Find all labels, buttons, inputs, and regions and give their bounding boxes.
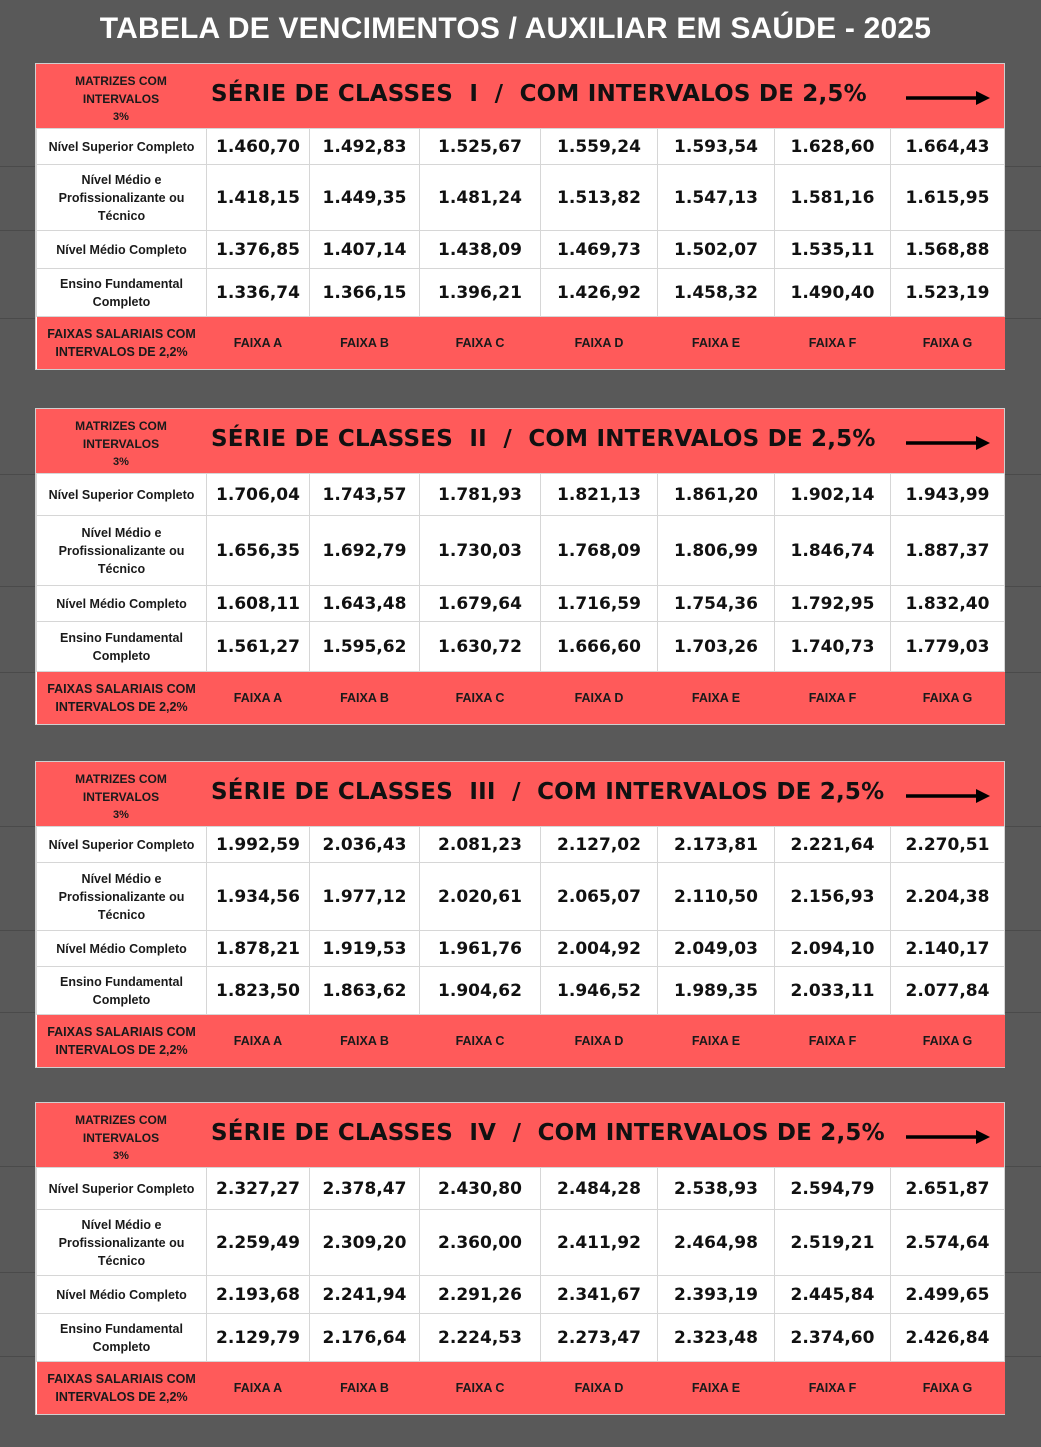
salary-value: 1.861,20 [658, 474, 775, 516]
salary-value: 1.502,07 [658, 231, 775, 269]
faixa-header: FAIXA A [207, 672, 310, 725]
salary-value: 1.469,73 [541, 231, 658, 269]
faixa-label-line: INTERVALOS DE 2,2% [55, 345, 188, 359]
salary-value: 1.946,52 [541, 967, 658, 1015]
salary-value: 2.036,43 [310, 827, 420, 863]
row-label-line: Ensino Fundamental [60, 276, 183, 291]
salary-table [36, 826, 1005, 1067]
matrix-note-line: INTERVALOS [82, 92, 160, 106]
matrix-note-line: INTERVALOS [82, 1131, 160, 1145]
row-label-line: Nível Médio e [81, 525, 162, 540]
row-label-line: Profissionalizante ou [58, 889, 185, 904]
row-label [37, 622, 207, 672]
faixa-header: FAIXA E [658, 317, 775, 370]
salary-value: 1.863,62 [310, 967, 420, 1015]
salary-value: 1.525,67 [420, 129, 541, 165]
faixa-label [37, 672, 207, 725]
faixa-label-line: INTERVALOS DE 2,2% [55, 1390, 188, 1404]
faixa-label-line: FAIXAS SALARIAIS COM [47, 327, 196, 341]
matrix-note-percent: 3% [113, 111, 129, 123]
faixa-header: FAIXA F [775, 1015, 891, 1068]
salary-value: 1.887,37 [891, 516, 1005, 586]
row-label-line: Técnico [97, 208, 146, 223]
salary-value: 1.643,48 [310, 586, 420, 622]
salary-value: 2.430,80 [420, 1168, 541, 1210]
row-label-line: Nível Superior Completo [48, 837, 195, 852]
series-table-2 [36, 409, 1004, 724]
table-row [37, 931, 1005, 967]
row-label-line: Técnico [97, 1253, 146, 1268]
row-label-line: Completo [92, 648, 151, 663]
row-label-line: Ensino Fundamental [60, 1321, 183, 1336]
salary-value: 1.449,35 [310, 165, 420, 231]
salary-value: 2.065,07 [541, 863, 658, 931]
salary-value: 1.740,73 [775, 622, 891, 672]
salary-value: 1.716,59 [541, 586, 658, 622]
salary-value: 1.481,24 [420, 165, 541, 231]
salary-value: 1.559,24 [541, 129, 658, 165]
matrix-note-percent: 3% [113, 1150, 129, 1162]
long-right-arrow-icon [906, 435, 990, 449]
faixa-header: FAIXA C [420, 672, 541, 725]
faixa-header: FAIXA B [310, 672, 420, 725]
faixa-label-line: FAIXAS SALARIAIS COM [47, 682, 196, 696]
matrix-note-line: MATRIZES COM [75, 1113, 167, 1127]
salary-value: 2.378,47 [310, 1168, 420, 1210]
salary-value: 2.004,92 [541, 931, 658, 967]
salary-value: 2.129,79 [207, 1314, 310, 1362]
table-row [37, 622, 1005, 672]
salary-value: 1.593,54 [658, 129, 775, 165]
salary-value: 1.904,62 [420, 967, 541, 1015]
faixa-header: FAIXA F [775, 1362, 891, 1415]
table-row [37, 1168, 1005, 1210]
salary-value: 2.270,51 [891, 827, 1005, 863]
matrix-note-line: INTERVALOS [82, 437, 160, 451]
long-right-arrow-icon [906, 1129, 990, 1143]
table-row [37, 269, 1005, 317]
row-label-line: Nível Médio Completo [56, 941, 187, 956]
salary-value: 1.458,32 [658, 269, 775, 317]
series-header [36, 409, 1004, 473]
salary-value: 1.664,43 [891, 129, 1005, 165]
table-row [37, 967, 1005, 1015]
faixa-label-line: INTERVALOS DE 2,2% [55, 700, 188, 714]
salary-value: 1.438,09 [420, 231, 541, 269]
faixa-header: FAIXA D [541, 317, 658, 370]
long-right-arrow-icon [906, 90, 990, 104]
faixa-header: FAIXA A [207, 1015, 310, 1068]
salary-value: 1.490,40 [775, 269, 891, 317]
salary-value: 1.703,26 [658, 622, 775, 672]
series-title: SÉRIE DE CLASSES I / COM INTERVALOS DE 2,5% [211, 81, 867, 107]
series-header [36, 1103, 1004, 1167]
salary-value: 1.902,14 [775, 474, 891, 516]
salary-value: 2.291,26 [420, 1276, 541, 1314]
salary-value: 1.961,76 [420, 931, 541, 967]
row-label [37, 586, 207, 622]
faixa-label [37, 1015, 207, 1068]
salary-value: 2.538,93 [658, 1168, 775, 1210]
row-label-line: Nível Superior Completo [48, 487, 195, 502]
faixa-label-line: FAIXAS SALARIAIS COM [47, 1025, 196, 1039]
salary-value: 1.977,12 [310, 863, 420, 931]
salary-value: 1.366,15 [310, 269, 420, 317]
salary-value: 1.679,64 [420, 586, 541, 622]
salary-value: 1.418,15 [207, 165, 310, 231]
salary-value: 1.706,04 [207, 474, 310, 516]
salary-value: 1.492,83 [310, 129, 420, 165]
faixa-header: FAIXA F [775, 317, 891, 370]
row-label-line: Profissionalizante ou [58, 1235, 185, 1250]
matrix-note [36, 1111, 206, 1165]
table-row [37, 1210, 1005, 1276]
salary-value: 1.666,60 [541, 622, 658, 672]
salary-value: 1.992,59 [207, 827, 310, 863]
salary-value: 2.081,23 [420, 827, 541, 863]
row-label-line: Profissionalizante ou [58, 190, 185, 205]
table-row [37, 827, 1005, 863]
matrix-note-line: MATRIZES COM [75, 772, 167, 786]
salary-value: 2.411,92 [541, 1210, 658, 1276]
series-table-4 [36, 1103, 1004, 1414]
salary-value: 2.110,50 [658, 863, 775, 931]
faixa-label [37, 317, 207, 370]
salary-value: 2.173,81 [658, 827, 775, 863]
salary-value: 2.374,60 [775, 1314, 891, 1362]
faixa-header: FAIXA A [207, 1362, 310, 1415]
page-title: TABELA DE VENCIMENTOS / AUXILIAR EM SAÚDE - 2025 [99, 12, 932, 45]
row-label-line: Nível Médio Completo [56, 242, 187, 257]
row-label [37, 863, 207, 931]
salary-value: 1.336,74 [207, 269, 310, 317]
row-label [37, 474, 207, 516]
row-label [37, 827, 207, 863]
salary-value: 2.241,94 [310, 1276, 420, 1314]
row-label-line: Ensino Fundamental [60, 974, 183, 989]
long-right-arrow-icon [906, 788, 990, 802]
faixa-header: FAIXA G [891, 1015, 1005, 1068]
row-label [37, 1168, 207, 1210]
faixa-header: FAIXA B [310, 1362, 420, 1415]
row-label-line: Nível Superior Completo [48, 1181, 195, 1196]
salary-value: 2.594,79 [775, 1168, 891, 1210]
salary-value: 2.651,87 [891, 1168, 1005, 1210]
salary-value: 1.535,11 [775, 231, 891, 269]
row-label-line: Nível Médio Completo [56, 1287, 187, 1302]
row-label-line: Ensino Fundamental [60, 630, 183, 645]
row-label [37, 931, 207, 967]
salary-value: 2.156,93 [775, 863, 891, 931]
salary-value: 2.221,64 [775, 827, 891, 863]
salary-value: 1.989,35 [658, 967, 775, 1015]
table-row [37, 516, 1005, 586]
faixa-header: FAIXA E [658, 1362, 775, 1415]
salary-value: 2.176,64 [310, 1314, 420, 1362]
salary-value: 1.628,60 [775, 129, 891, 165]
salary-value: 2.327,27 [207, 1168, 310, 1210]
matrix-note-line: MATRIZES COM [75, 419, 167, 433]
row-label-line: Completo [92, 1339, 151, 1354]
salary-value: 2.484,28 [541, 1168, 658, 1210]
table-row [37, 474, 1005, 516]
series-header [36, 64, 1004, 128]
salary-value: 1.821,13 [541, 474, 658, 516]
table-row [37, 165, 1005, 231]
faixa-header: FAIXA C [420, 1362, 541, 1415]
salary-value: 1.779,03 [891, 622, 1005, 672]
faixa-header: FAIXA C [420, 317, 541, 370]
row-label-line: Nível Médio e [81, 172, 162, 187]
salary-value: 1.595,62 [310, 622, 420, 672]
series-title: SÉRIE DE CLASSES II / COM INTERVALOS DE 2,5% [211, 426, 876, 452]
salary-value: 2.445,84 [775, 1276, 891, 1314]
faixa-label-line: INTERVALOS DE 2,2% [55, 1043, 188, 1057]
series-table-3 [36, 762, 1004, 1067]
matrix-note [36, 417, 206, 471]
faixa-row [37, 1015, 1005, 1068]
row-label-line: Técnico [97, 907, 146, 922]
salary-value: 2.224,53 [420, 1314, 541, 1362]
salary-value: 1.792,95 [775, 586, 891, 622]
faixa-header: FAIXA G [891, 672, 1005, 725]
row-label-line: Nível Médio e [81, 1217, 162, 1232]
faixa-header: FAIXA F [775, 672, 891, 725]
salary-value: 1.878,21 [207, 931, 310, 967]
row-label-line: Nível Superior Completo [48, 139, 195, 154]
row-label-line: Profissionalizante ou [58, 543, 185, 558]
salary-value: 1.743,57 [310, 474, 420, 516]
row-label-line: Completo [92, 992, 151, 1007]
salary-value: 1.407,14 [310, 231, 420, 269]
matrix-note-line: MATRIZES COM [75, 74, 167, 88]
table-row [37, 1276, 1005, 1314]
salary-value: 2.309,20 [310, 1210, 420, 1276]
table-row [37, 863, 1005, 931]
salary-value: 1.846,74 [775, 516, 891, 586]
row-label [37, 129, 207, 165]
salary-table [36, 128, 1005, 369]
series-header [36, 762, 1004, 826]
salary-value: 2.426,84 [891, 1314, 1005, 1362]
salary-value: 1.568,88 [891, 231, 1005, 269]
salary-value: 1.919,53 [310, 931, 420, 967]
salary-value: 2.033,11 [775, 967, 891, 1015]
faixa-header: FAIXA D [541, 1015, 658, 1068]
row-label [37, 1210, 207, 1276]
row-label-line: Nível Médio Completo [56, 596, 187, 611]
salary-value: 2.077,84 [891, 967, 1005, 1015]
faixa-header: FAIXA E [658, 1015, 775, 1068]
salary-value: 2.574,64 [891, 1210, 1005, 1276]
faixa-header: FAIXA E [658, 672, 775, 725]
faixa-header: FAIXA G [891, 317, 1005, 370]
row-label [37, 516, 207, 586]
faixa-label [37, 1362, 207, 1415]
faixa-header: FAIXA B [310, 317, 420, 370]
row-label-line: Nível Médio e [81, 871, 162, 886]
salary-value: 1.561,27 [207, 622, 310, 672]
faixa-header: FAIXA G [891, 1362, 1005, 1415]
series-title: SÉRIE DE CLASSES IV / COM INTERVALOS DE 2,5% [211, 1120, 885, 1146]
salary-value: 2.360,00 [420, 1210, 541, 1276]
row-label [37, 269, 207, 317]
salary-value: 1.523,19 [891, 269, 1005, 317]
matrix-note [36, 770, 206, 824]
salary-value: 1.781,93 [420, 474, 541, 516]
salary-value: 1.943,99 [891, 474, 1005, 516]
salary-value: 2.020,61 [420, 863, 541, 931]
salary-value: 2.499,65 [891, 1276, 1005, 1314]
row-label-line: Completo [92, 294, 151, 309]
salary-value: 1.630,72 [420, 622, 541, 672]
salary-value: 2.323,48 [658, 1314, 775, 1362]
faixa-header: FAIXA A [207, 317, 310, 370]
salary-value: 2.049,03 [658, 931, 775, 967]
salary-value: 1.754,36 [658, 586, 775, 622]
matrix-note-percent: 3% [113, 809, 129, 821]
salary-table [36, 1167, 1005, 1414]
table-row [37, 1314, 1005, 1362]
series-title: SÉRIE DE CLASSES III / COM INTERVALOS DE 2,5% [211, 779, 885, 805]
salary-value: 2.193,68 [207, 1276, 310, 1314]
salary-value: 2.341,67 [541, 1276, 658, 1314]
salary-table [36, 473, 1005, 724]
salary-value: 1.396,21 [420, 269, 541, 317]
salary-value: 1.730,03 [420, 516, 541, 586]
salary-value: 1.823,50 [207, 967, 310, 1015]
table-row [37, 586, 1005, 622]
salary-value: 1.547,13 [658, 165, 775, 231]
salary-value: 2.204,38 [891, 863, 1005, 931]
faixa-header: FAIXA B [310, 1015, 420, 1068]
salary-value: 1.806,99 [658, 516, 775, 586]
salary-value: 1.581,16 [775, 165, 891, 231]
salary-value: 1.608,11 [207, 586, 310, 622]
faixa-header: FAIXA C [420, 1015, 541, 1068]
salary-value: 2.464,98 [658, 1210, 775, 1276]
matrix-note-line: INTERVALOS [82, 790, 160, 804]
row-label [37, 967, 207, 1015]
faixa-header: FAIXA D [541, 672, 658, 725]
salary-value: 1.692,79 [310, 516, 420, 586]
row-label-line: Técnico [97, 561, 146, 576]
salary-value: 1.376,85 [207, 231, 310, 269]
row-label [37, 231, 207, 269]
table-row [37, 129, 1005, 165]
salary-value: 1.460,70 [207, 129, 310, 165]
faixa-row [37, 317, 1005, 370]
salary-value: 1.513,82 [541, 165, 658, 231]
salary-value: 2.140,17 [891, 931, 1005, 967]
row-label [37, 165, 207, 231]
salary-value: 2.259,49 [207, 1210, 310, 1276]
salary-value: 1.615,95 [891, 165, 1005, 231]
table-row [37, 231, 1005, 269]
salary-value: 2.127,02 [541, 827, 658, 863]
salary-value: 1.934,56 [207, 863, 310, 931]
faixa-row [37, 672, 1005, 725]
salary-value: 2.273,47 [541, 1314, 658, 1362]
salary-value: 2.094,10 [775, 931, 891, 967]
salary-value: 1.768,09 [541, 516, 658, 586]
matrix-note-percent: 3% [113, 456, 129, 468]
matrix-note [36, 72, 206, 126]
salary-value: 2.519,21 [775, 1210, 891, 1276]
salary-value: 2.393,19 [658, 1276, 775, 1314]
faixa-header: FAIXA D [541, 1362, 658, 1415]
faixa-row [37, 1362, 1005, 1415]
salary-value: 1.426,92 [541, 269, 658, 317]
row-label [37, 1314, 207, 1362]
salary-value: 1.832,40 [891, 586, 1005, 622]
row-label [37, 1276, 207, 1314]
series-table-1 [36, 64, 1004, 369]
salary-value: 1.656,35 [207, 516, 310, 586]
faixa-label-line: FAIXAS SALARIAIS COM [47, 1372, 196, 1386]
